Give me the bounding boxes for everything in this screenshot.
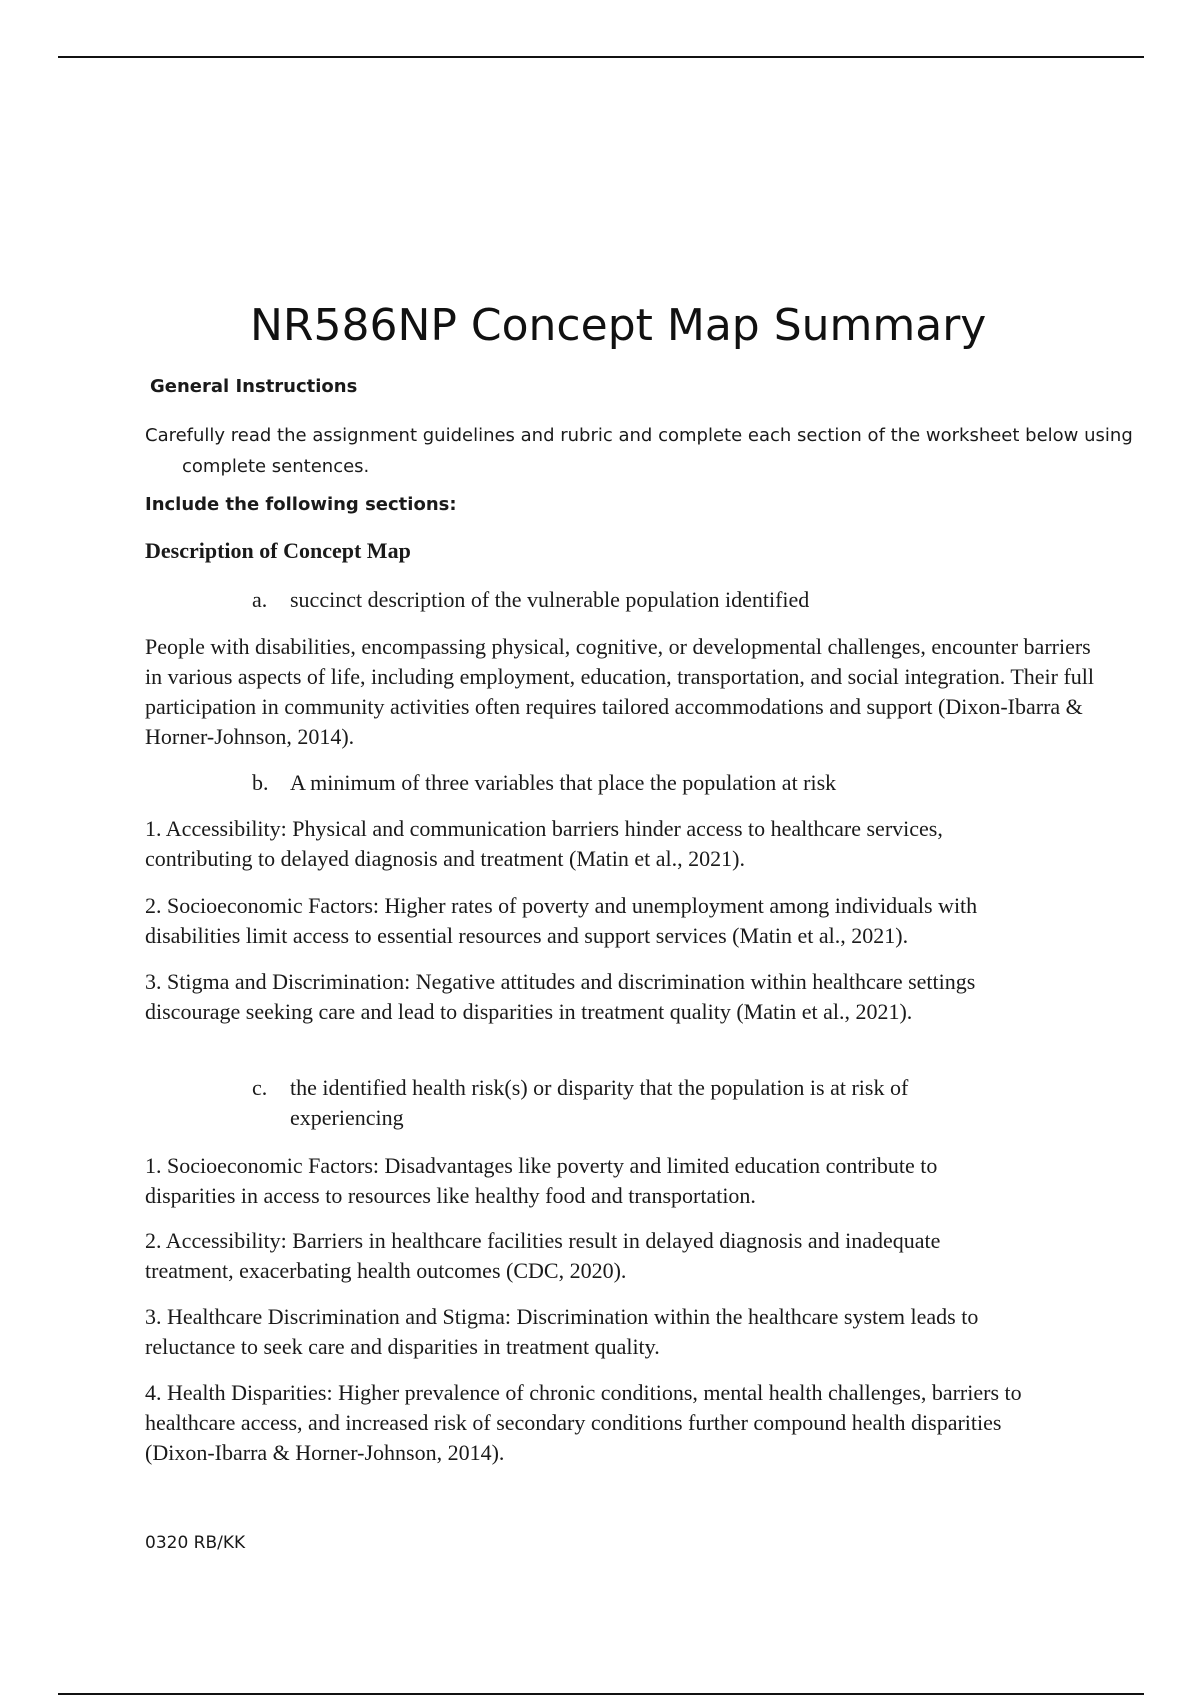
general-instructions-heading: General Instructions [150, 376, 358, 397]
list-item-text: A minimum of three variables that place the population at risk [290, 770, 837, 795]
footer-code: 0320 RB/KK [145, 1533, 246, 1553]
page-title: NR586NP Concept Map Summary [250, 300, 987, 351]
instructions-text: Carefully read the assignment guidelines and rubric and complete each section of the worksheet below using complete sentences. [145, 425, 1133, 477]
list-item-b [252, 768, 990, 798]
bottom-rule [58, 1693, 1144, 1695]
list-item-text: succinct description of the vulnerable population identified [290, 587, 810, 612]
risk-paragraph: 2. Accessibility: Barriers in healthcare facilities result in delayed diagnosis and inadequate treatment, exacerbating health outcomes (CDC, 2020). [145, 1228, 941, 1283]
variable-paragraph: 2. Socioeconomic Factors: Higher rates of poverty and unemployment among individuals with disabilities limit access to essential resources and support services (Matin et al., 2021). [145, 893, 978, 948]
top-rule [58, 56, 1144, 58]
variable-paragraph: 1. Accessibility: Physical and communication barriers hinder access to healthcare services, contributing to delayed diagnosis and treatment (Matin et al., 2021). [145, 816, 943, 871]
list-item-text: the identified health risk(s) or disparity that the population is at risk of experiencing [290, 1075, 909, 1130]
list-marker: a. [252, 587, 268, 612]
list-item-a [252, 585, 990, 615]
list-marker: c. [252, 1075, 268, 1100]
risk-paragraph: 1. Socioeconomic Factors: Disadvantages like poverty and limited education contribute to disparities in access to resources like healthy food and transportation. [145, 1153, 938, 1208]
risk-paragraph: 4. Health Disparities: Higher prevalence of chronic conditions, mental health challenges, barriers to healthcare access, and increased risk of secondary conditions further compound health disparities (Dixon-Ibarra & Horner-Johnson, 2014). [145, 1380, 1022, 1465]
list-item-c [252, 1073, 980, 1133]
list-marker: b. [252, 770, 269, 795]
population-description: People with disabilities, encompassing physical, cognitive, or developmental challenges, encounter barriers in various aspects of life, including employment, education, transportation, and social integration. Their full participation in community activities often requires tailored accommodations and support (Dixon-Ibarra & Horner-Johnson, 2014). [145, 634, 1095, 749]
section-heading: Description of Concept Map [145, 538, 411, 563]
variable-paragraph: 3. Stigma and Discrimination: Negative attitudes and discrimination within healthcare settings discourage seeking care and lead to disparities in treatment quality (Matin et al., 2021). [145, 969, 976, 1024]
include-sections-heading: Include the following sections: [145, 494, 457, 515]
risk-paragraph: 3. Healthcare Discrimination and Stigma: Discrimination within the healthcare system leads to reluctance to seek care and disparities in treatment quality. [145, 1304, 979, 1359]
